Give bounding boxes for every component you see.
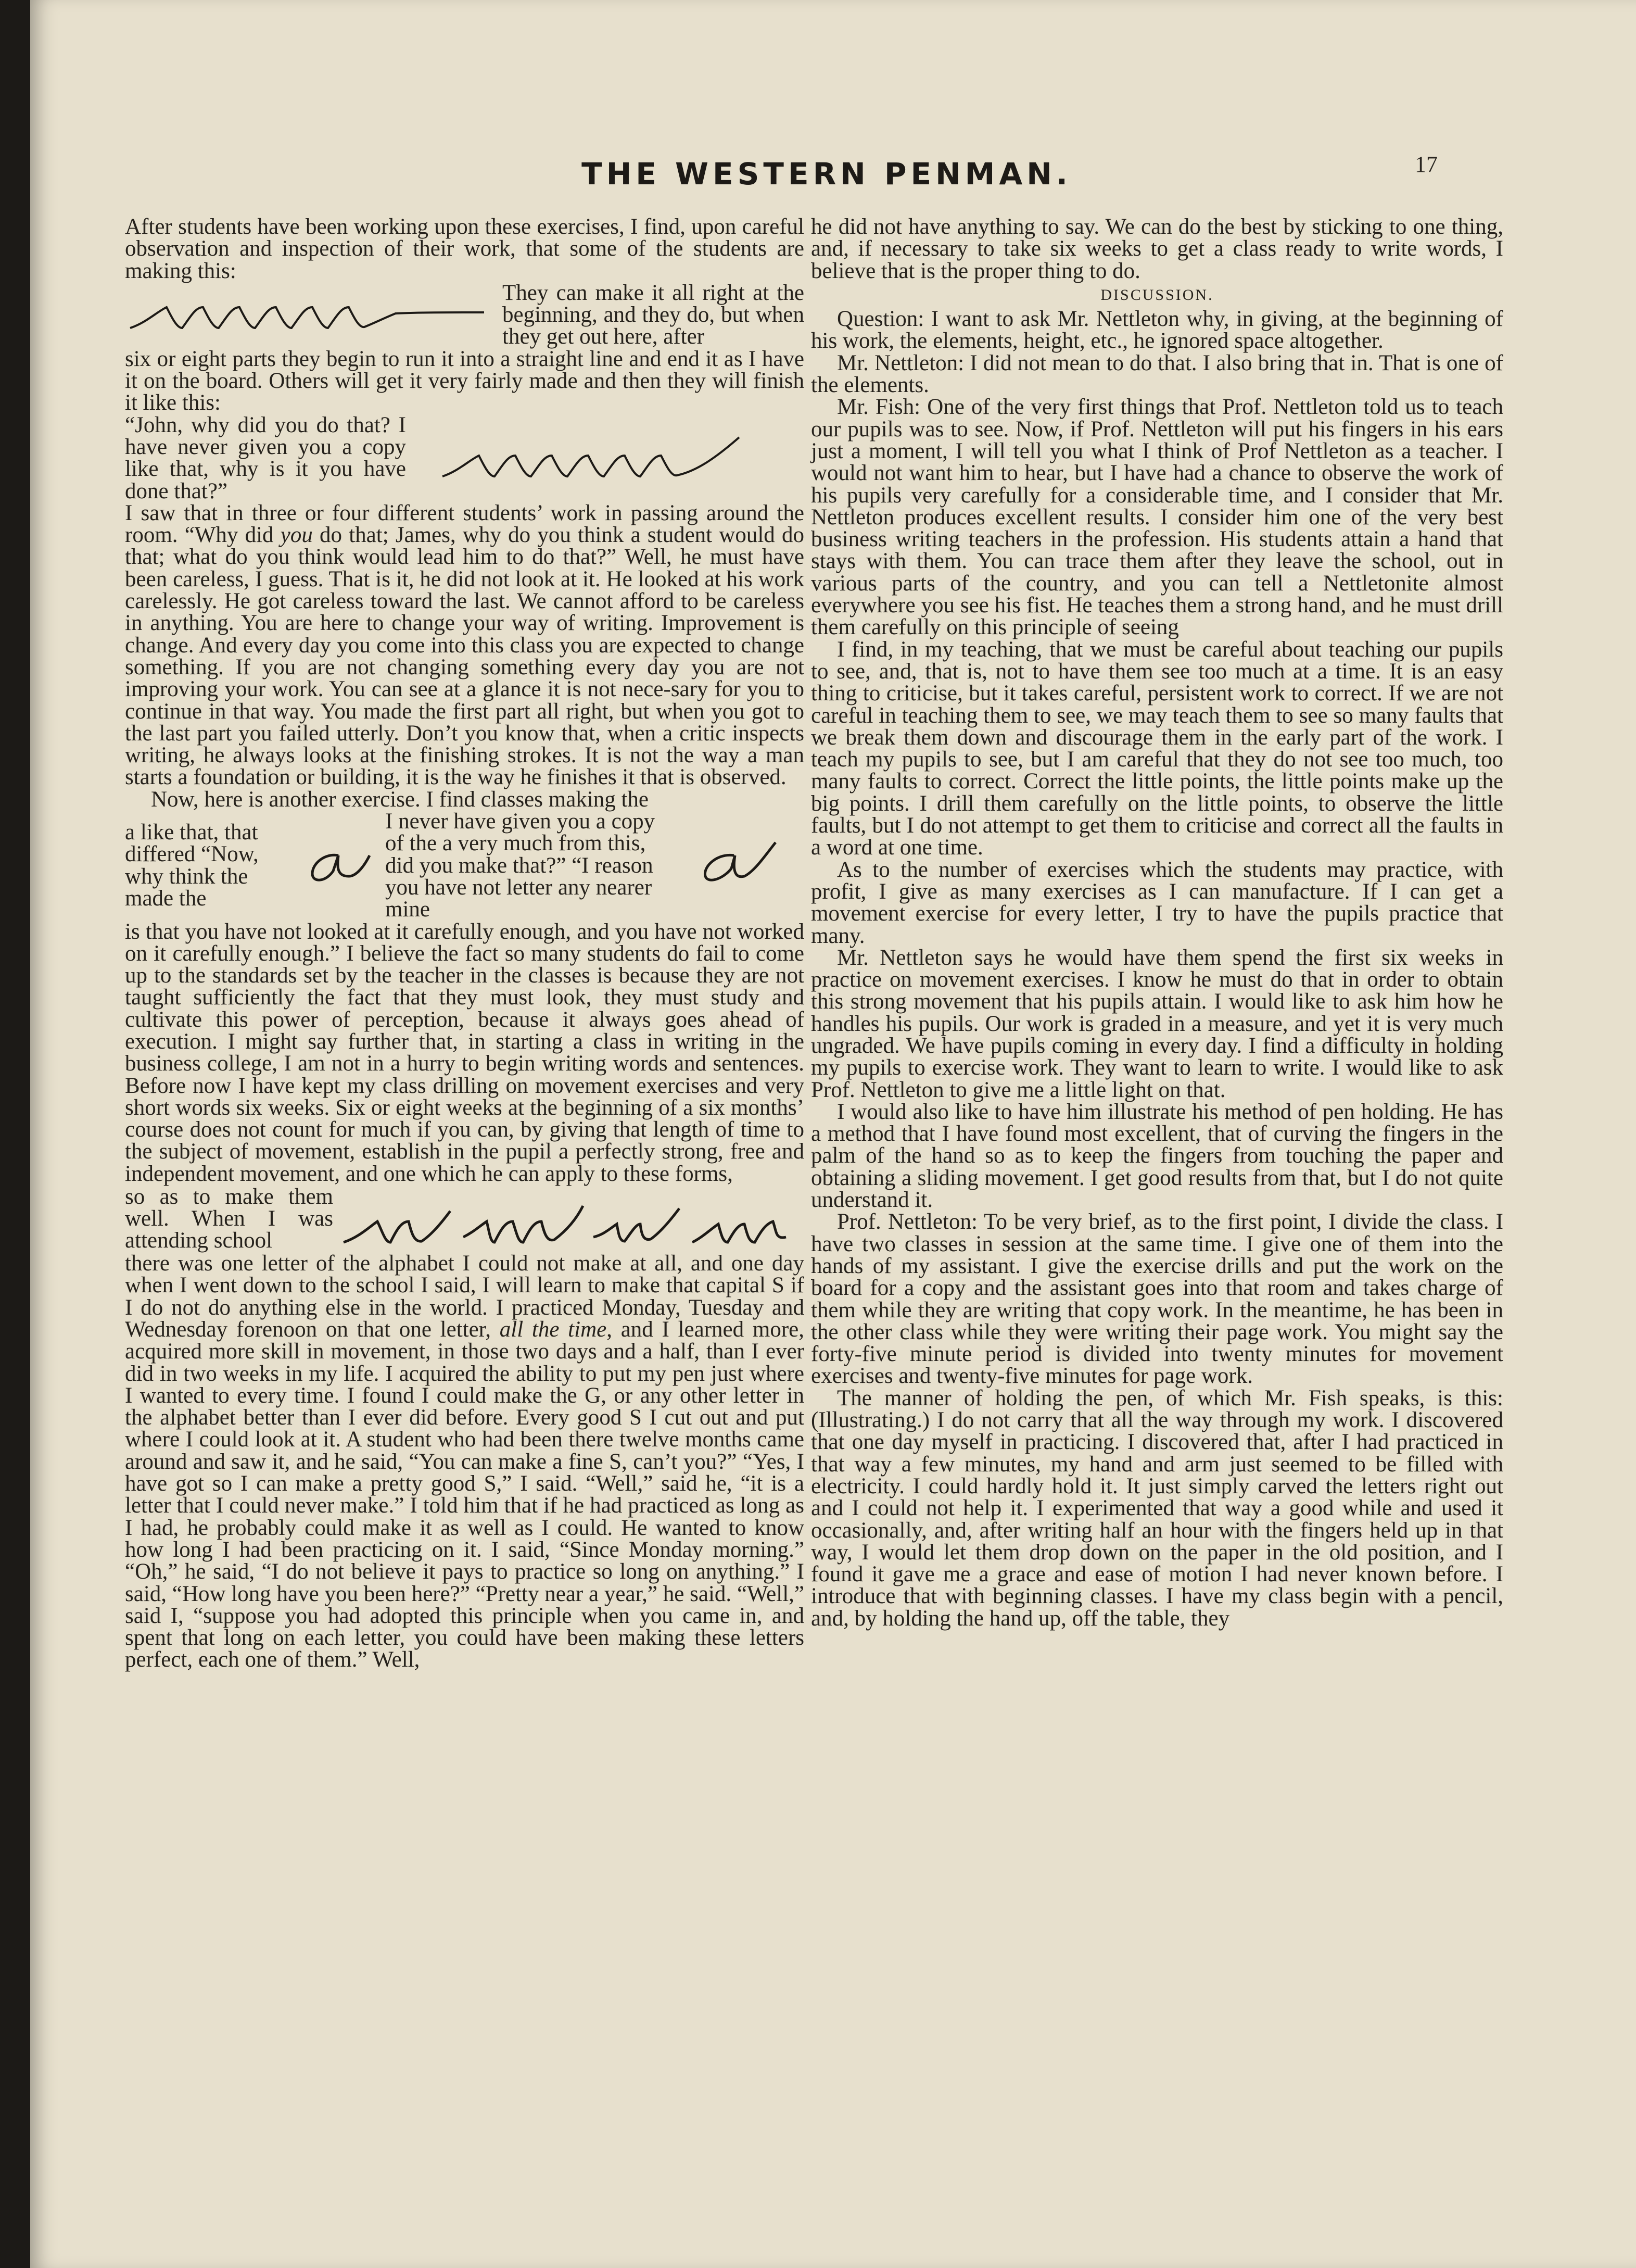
right-paragraph-6: As to the number of exercises which the students may practice, with profit, I give as many exercises as I can manufacture. If I can get a movement exercise for every letter, I try to have the pupils practice that many. (811, 857, 1503, 948)
letter-forms-figure (333, 1185, 804, 1253)
figure-2-caption-text: “John, why did you do that? I have never given you a copy like that, why is it you have done that?” (125, 412, 406, 503)
right-paragraph-4: Mr. Fish: One of the very first things that Prof. Nettleton told us to teach our pupils was to see. Now, if Prof. Nettleton will put his fingers in his ears just a moment, I will tell you what I think of Prof Nettleton as a teacher. I would not want him to hear, but I have had a chance to observe the work of his pupils very carefully for a considerable time, and I consider that Mr. Nettleton produces excellent results. I consider him one of the very best business writing teachers in the profession. His students attain a hand that stays with them. You can trace them after they leave the school, out in various parts of the country, and you can tell a Nettletonite almost everywhere you see his fist. He teaches them a strong hand, and he must drill them carefully on this principle of seeing (811, 395, 1503, 640)
right-paragraph-7: Mr. Nettleton says he would have them spend the first six weeks in practice on movement exercises. I know he must do that in order to obtain this strong movement that his pupils attain. I would like to ask him how he handles his pupils. Our work is graded in a measure, and yet it is very much ungraded. We have pupils coming in every day. I find a difficulty in holding my pupils to exercise work. They want to learn to write. I would like to ask Prof. Nettleton to give me a little light on that. (811, 945, 1503, 1102)
figure-1-caption-text: They can make it all right at the beginning, and they do, but when they get out here, after (502, 280, 804, 349)
page-number: 17 (1415, 152, 1438, 177)
letter-a-figure-1 (297, 835, 385, 897)
discussion-heading: DISCUSSION. (1100, 286, 1214, 304)
left-paragraph-6-emphasis: all the time (499, 1317, 607, 1342)
left-paragraph-3 (125, 502, 804, 789)
left-column (125, 216, 804, 1671)
left-paragraph-4: Now, here is another exercise. I find classes making the (151, 787, 649, 812)
right-column (811, 216, 1503, 1630)
page-header: THE WESTERN PENMAN. (581, 156, 1072, 192)
left-paragraph-5: is that you have not looked at it carefully enough, and you have not worked on it carefully enough.” I believe the fact so many students do fail to come up to the standards set by the teacher in the classes is because they are not taught sufficiently the fact that they must look, they must study and cultivate this power of perception, because it always goes ahead of execution. I might say further that, in starting a class in writing in the business college, I am not in a hurry to begin writing words and sentences. Before now I have kept my class drilling on movement exercises and very short words six weeks. Six or eight weeks at the beginning of a six months’ course does not count for much if you can, by giving that length of time to the subject of movement, establish in the pupil a perfectly strong, free and independent movement, and one which he can apply to these forms, (125, 919, 804, 1186)
left-paragraph-2: six or eight parts they begin to run it into a straight line and end it as I have it on the board. Others will get it very fairly made and then they will finish it like this: (125, 346, 804, 415)
right-paragraph-10: The manner of holding the pen, of which Mr. Fish speaks, is this: (Illustrating.) I do not carry that all the way through my work. I discovered that one day myself in practicing. I discovered that, after I had practiced in that way a few minutes, my hand and arm just seemed to be filled with electricity. I could hardly hold it. It just simply carved the letters right out and I could not help it. I experimented that way a good while and used it occasionally, and, after writing half an hour with the fingers held up in that way, I would let them drop down on the paper in the old position, and I found it gave me a grace and ease of motion I had never known before. I introduce that with beginning classes. I have my class begin with a pencil, and, by holding the hand up, off the table, they (811, 1385, 1503, 1631)
left-paragraph-1: After students have been working upon these exercises, I find, upon careful observation and inspection of their work, that some of the students are making this: (125, 215, 804, 283)
right-paragraph-3: Mr. Nettleton: I did not mean to do that. I also bring that in. That is one of the elements. (811, 350, 1503, 398)
right-paragraph-5: I find, in my teaching, that we must be careful about teaching our pupils to see, and, that is, not to have them see too much at a time. It is an easy thing to criticise, but it takes careful, persistent work to correct. If we are not careful in teaching them to see, we may teach them to see so many faults that we break them down and discourage them in the early part of the work. I teach my pupils to see, but I am careful that they do not see too much, too many faults to correct. Correct the little points, the little points make up the big points. I drill them carefully on the little points, to observe the little faults, but I do not attempt to get them to criticise and correct all the faults in a word at one time. (811, 637, 1503, 860)
right-paragraph-2: Question: I want to ask Mr. Nettleton why, in giving, at the beginning of his work, the elements, height, etc., he ignored space altogether. (811, 307, 1503, 354)
figure-3-center-text: I never have given you a copy of the a very much from this, did you make that?” “I reason you have not letter any nearer mine (385, 809, 655, 922)
magazine-page (30, 0, 1636, 2268)
left-paragraph-6-start: there was one letter of the alphabet I could not make at all, and one day when I went down to the school I said, I will learn to make that capital S if I do not do anything else in the world. I practiced Monday, Tuesday and Wednesday forenoon on that one letter, (125, 1251, 804, 1342)
left-paragraph-6 (125, 1253, 804, 1671)
right-paragraph-8: I would also like to have him illustrate his method of pen holding. He has a method that I have found most excellent, that of curving the fingers in the palm of the hand so as to keep the fingers from touching the paper and obtaining a sliding movement. I get good results from that, but I do not quite understand it. (811, 1099, 1503, 1213)
scroll-exercise-figure-1 (125, 292, 502, 338)
letter-a-figure-2 (677, 835, 786, 897)
left-paragraph-3-rest: do that; James, why do you think a student would do that; what do you think would lead him to do that?” Well, he must have been careless, I guess. That is it, he did not look at it. He looked at his work carelessly. He got careless toward the last. We cannot afford to be careless in anything. You are here to change your way of writing. Improvement is change. And every day you come into this class you are expected to change something. If you are not changing something every day you are not improving your work. You can see at a glance it is not nece-sary for you to continue in that way. You made the first part all right, but when you got to the last part you failed utterly. Don’t you know that, when a critic inspects writing, he always looks at the finishing strokes. It is not the way a man starts a foundation or building, it is the way he finishes it that is observed. (125, 523, 804, 790)
right-paragraph-9: Prof. Nettleton: To be very brief, as to the first point, I divide the class. I have two classes in session at the same time. I give one of them into the hands of my assistant. I give the exercise drills and put the work on the board for a copy and the assistant goes into that room and takes charge of them while they are writing that copy work. In the meantime, he has been in the other class while they were writing their page work. You might say the forty-five minute period is divided into twenty minutes for movement exercises and twenty-five minutes for page work. (811, 1209, 1503, 1389)
right-paragraph-1: he did not have anything to say. We can do the best by sticking to one thing, and, if necessary to take six weeks to get a class ready to write words, I believe that is the proper thing to do. (811, 215, 1503, 283)
figure-block-2 (125, 414, 804, 502)
left-paragraph-3-start: I saw that in three or four different students’ work in passing around the room. “Why did (125, 500, 804, 548)
left-paragraph-3-emphasis: you (280, 523, 313, 548)
scroll-exercise-figure-2 (406, 430, 804, 487)
figure-block-4 (125, 1185, 804, 1253)
figure-4-caption-text: so as to make them well. When I was attending school (125, 1184, 333, 1253)
figure-block-1 (125, 282, 804, 348)
figure-3-left-text: a like that, that differed “Now, why think the made the (125, 820, 259, 911)
left-paragraph-6-rest: , and I learned more, acquired more skill in movement, in those two days and a half, than I ever did in two weeks in my life. I acquired the ability to put my pen just where I wanted to every time. I found I could make the G, or any other letter in the alphabet better than I ever did before. Every good S I cut out and put where I could look at it. A student who had been there twelve months came around and saw it, and he said, “You can make a fine S, can’t you?” “Yes, I have got so I can make a pretty good S,” I said. “Well,” said he, “it is a letter that I could never make.” I told him that if he had practiced as long as I had, he probably could make it as well as I could. He wanted to know how long I had been practicing on it. I said, “Since Monday morning.” “Oh,” he said, “I do not believe it pays to practice so long on anything.” I said, “How long have you been here?” “Pretty near a year,” he said. “Well,” said I, “suppose you had adopted this principle when you came in, and spent that long on each letter, you could have been making these letters perfect, each one of them.” Well, (125, 1317, 804, 1672)
figure-block-3 (125, 811, 804, 921)
